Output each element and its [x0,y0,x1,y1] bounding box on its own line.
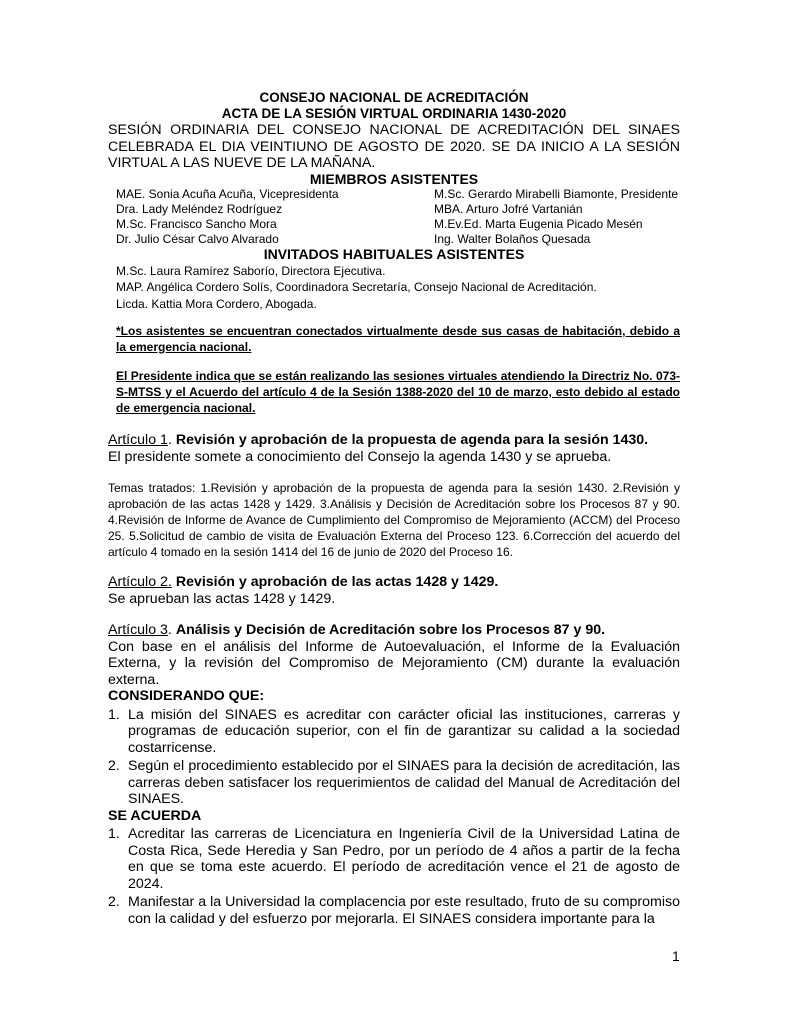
virtual-attendance-note: *Los asistentes se encuentran conectados virtualmente desde sus casas de habitación, debido a la emergencia nacional. [116,324,680,354]
list-item: 1. Acreditar las carreras de Licenciatura en Ingeniería Civil de la Universidad Latina de Costa Rica, Sede Heredia y San Pedro, por un período de 4 años a partir de la fecha en que se toma este acuerdo. El período de acreditación vence el 21 de agosto de 2024. [108,826,680,892]
guest-item: Licda. Kattia Mora Cordero, Abogada. [116,296,317,311]
list-item: 1. La misión del SINAES es acreditar con carácter oficial las instituciones, carreras y programas de educación superior, con el fin de garantizar su calidad a la sociedad costarricense. [108,706,680,756]
article-2-label: Artículo 2. [108,574,172,590]
article-3-label: Artículo 3 [108,622,168,638]
considerando-list [108,707,680,808]
article-3-body: Con base en el análisis del Informe de Autoevaluación, el Informe de la Evaluación Externa, y la revisión del Compromiso de Mejoramiento (CM) durante la evaluación externa. [108,638,680,688]
document-body [108,90,680,927]
member-left-3: Dr. Julio César Calvo Alvarado [116,231,279,246]
members-heading: MIEMBROS ASISTENTES [309,170,479,187]
member-left-0: MAE. Sonia Acuña Acuña, Vicepresidenta [116,186,339,201]
member-left-2: M.Sc. Francisco Sancho Mora [116,216,277,231]
member-right-0: M.Sc. Gerardo Mirabelli Biamonte, Presidente [434,186,679,201]
member-right-2: M.Ev.Ed. Marta Eugenia Picado Mesén [434,216,643,231]
directive-note-text: El Presidente indica que se están realizando las sesiones virtuales atendiendo la Directriz No. 073-S-MTSS y el Acuerdo del artículo 4 de la Sesión 1388-2020 del 10 de marzo, esto debido al estado de emergencia nacional [116,369,680,415]
session-intro: SESIÓN ORDINARIA DEL CONSEJO NACIONAL DE ACREDITACIÓN DEL SINAES CELEBRADA EL DIA VEINTIUNO DE AGOSTO DE 2020. SE DA INICIO A LA SESIÓN VIRTUAL A LAS NUEVE DE LA MAÑANA. [108,122,680,171]
header-acta-title: ACTA DE LA SESIÓN VIRTUAL ORDINARIA 1430-2020 [221,106,567,121]
list-item: 2. Manifestar a la Universidad la complacencia por este resultado, fruto de su compromiso con la calidad y del esfuerzo por mejorarla. El SINAES considera importante para la [108,894,680,927]
members-grid [116,187,680,247]
article-2-body: Se aprueban las actas 1428 y 1429. [108,590,336,607]
acuerda-heading: SE ACUERDA [108,807,202,824]
article-1-label: Artículo 1 [108,432,168,448]
article-3-title: Análisis y Decisión de Acreditación sobre los Procesos 87 y 90. [175,622,606,638]
virtual-attendance-note-text: *Los asistentes se encuentran conectados virtualmente desde sus casas de habitación, debido a la emergencia nacional [116,324,680,354]
page-number: 1 [672,948,680,964]
guest-item: M.Sc. Laura Ramírez Saborío, Directora Ejecutiva. [116,263,386,278]
list-item: 2. Según el procedimiento establecido por el SINAES para la decisión de acreditación, las carreras deben satisfacer los requerimientos de calidad del Manual de Acreditación del SINAES. [108,758,680,807]
member-right-3: Ing. Walter Bolaños Quesada [434,231,591,246]
header-council: CONSEJO NACIONAL DE ACREDITACIÓN [259,90,529,105]
guests-heading: INVITADOS HABITUALES ASISTENTES [263,245,525,262]
article-1-title: Revisión y aprobación de la propuesta de agenda para la sesión 1430. [175,432,649,448]
directive-note: El Presidente indica que se están realizando las sesiones virtuales atendiendo la Directriz No. 073-S-MTSS y el Acuerdo del artículo 4 de la Sesión 1388-2020 del 10 de marzo, esto debido al estado de emergencia nacional. [116,369,680,415]
guest-item: MAP. Angélica Cordero Solís, Coordinadora Secretaría, Consejo Nacional de Acreditación. [116,280,597,294]
member-left-1: Dra. Lady Meléndez Rodríguez [116,201,283,216]
acuerda-list [108,826,680,927]
guests-list [116,263,680,313]
article-3-heading: Artículo 3. Análisis y Decisión de Acreditación sobre los Procesos 87 y 90. [108,622,606,638]
topics-covered: Temas tratados: 1.Revisión y aprobación de la propuesta de agenda para la sesión 1430. 2.Revisión y aprobación de las actas 1428 y 1429. 3.Análisis y Decisión de Acreditación sobre los Procesos 87 y 90. 4.Revisión de Informe de Avance de Cumplimiento del Compromiso de Mejoramiento (ACCM) del Proceso 25. 5.Solicitud de cambio de visita de Evaluación Externa del Proceso 123. 6.Corrección del acuerdo del artículo 4 tomado en la sesión 1414 del 16 de junio de 2020 del Proceso 16. [108,481,680,559]
considerando-heading: CONSIDERANDO QUE: [108,688,265,704]
article-2-heading [108,574,680,591]
article-1-body: El presidente somete a conocimiento del Consejo la agenda 1430 y se aprueba. [108,448,612,465]
article-1-heading: Artículo 1. Revisión y aprobación de la propuesta de agenda para la sesión 1430. [108,432,649,448]
article-2-title: Revisión y aprobación de las actas 1428 y 1429. [175,574,499,590]
member-right-1: MBA. Arturo Jofré Vartanián [434,201,583,216]
